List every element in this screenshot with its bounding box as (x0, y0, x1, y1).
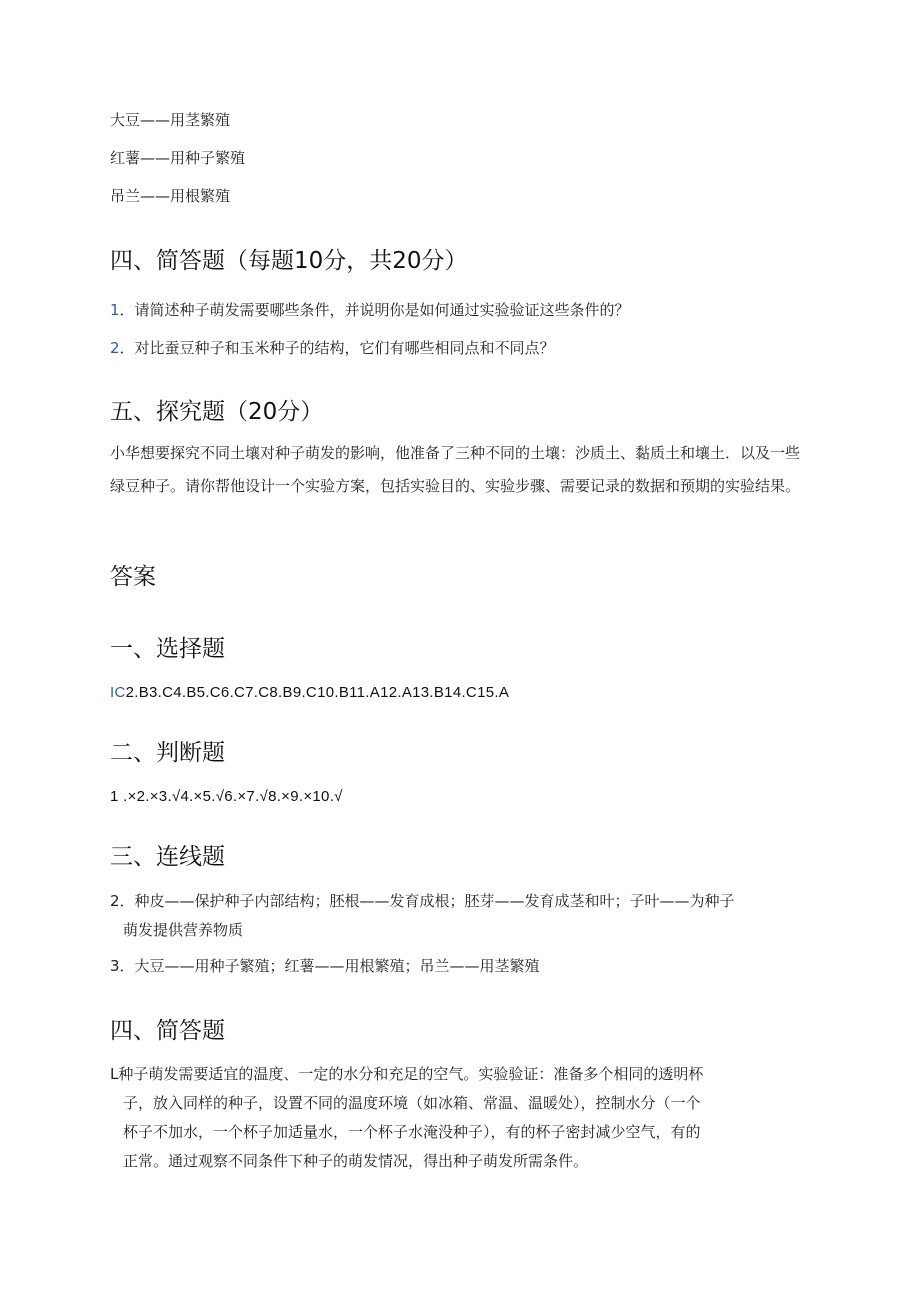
answers-s3-item-1-number: 2 (110, 892, 120, 910)
section4-question-2 (110, 338, 555, 358)
connect-line-sweet-potato: 红薯——用种子繁殖 (110, 149, 246, 167)
answers-s3-item-2-text: ．大豆——用种子繁殖；红薯——用根繁殖；吊兰——用茎繁殖 (119, 957, 540, 975)
answers-s3-item-1-line1: ．种皮——保护种子内部结构；胚根——发育成根；胚芽——发育成茎和叶；子叶——为种子 (119, 892, 735, 910)
answers-s4-line1: L种子萌发需要适宜的温度、一定的水分和充足的空气。实验验证：准备多个相同的透明杯 (110, 1065, 704, 1083)
connect-line-spider-plant: 吊兰——用根繁殖 (110, 187, 231, 205)
question-1-text: ．请简述种子萌发需要哪些条件，并说明你是如何通过实验验证这些条件的？ (119, 301, 630, 319)
section4-question-1 (110, 300, 630, 320)
section4-title: 四、简答题（每题10分，共20分） (110, 248, 468, 274)
answers-s3-item-2 (110, 956, 540, 976)
question-1-number: 1 (110, 301, 120, 319)
answers-s2-title: 二、判断题 (110, 740, 225, 766)
answers-s4-title: 四、简答题 (110, 1018, 225, 1044)
answers-s1-title: 一、选择题 (110, 636, 225, 662)
section5-text: 小华想要探究不同土壤对种子萌发的影响，他准备了三种不同的土壤：沙质土、黏质土和壤土．以及一些绿豆种子。请你帮他设计一个实验方案，包括实验目的、实验步骤、需要记录的数据和预期的实验结果。 (110, 444, 801, 495)
answers-s4-answer (110, 1060, 810, 1176)
answers-s3-title: 三、连线题 (110, 844, 225, 870)
answers-s1-prefix: IC (110, 684, 126, 701)
answers-s4-line3: 杯子不加水，一个杯子加适量水，一个杯子水淹没种子），有的杯子密封减少空气，有的 (123, 1123, 701, 1141)
answers-s3-item-1-line2: 萌发提供营养物质 (123, 921, 244, 939)
answers-s4-line2: 子，放入同样的种子，设置不同的温度环境（如冰箱、常温、温暖处），控制水分（一个 (123, 1094, 701, 1112)
answers-s1-text: 2.B3.C4.B5.C6.C7.C8.B9.C10.B11.A12.A13.B14.C15.A (125, 684, 510, 701)
question-2-number: 2 (110, 339, 120, 357)
answers-s3-item-2-number: 3 (110, 957, 120, 975)
connect-line-soybean: 大豆——用茎繁殖 (110, 111, 231, 129)
answers-title: 答案 (110, 564, 156, 590)
answers-s3-item-1 (110, 887, 810, 945)
answers-s1-line (110, 683, 509, 703)
question-2-text: ．对比蚕豆种子和玉米种子的结构，它们有哪些相同点和不同点？ (119, 339, 555, 357)
answers-s4-line4: 正常。通过观察不同条件下种子的萌发情况，得出种子萌发所需条件。 (123, 1152, 589, 1170)
section5-title: 五、探究题（20分） (110, 399, 324, 425)
answers-s2-text: 1 .×2.×3.√4.×5.√6.×7.√8.×9.×10.√ (110, 788, 343, 805)
